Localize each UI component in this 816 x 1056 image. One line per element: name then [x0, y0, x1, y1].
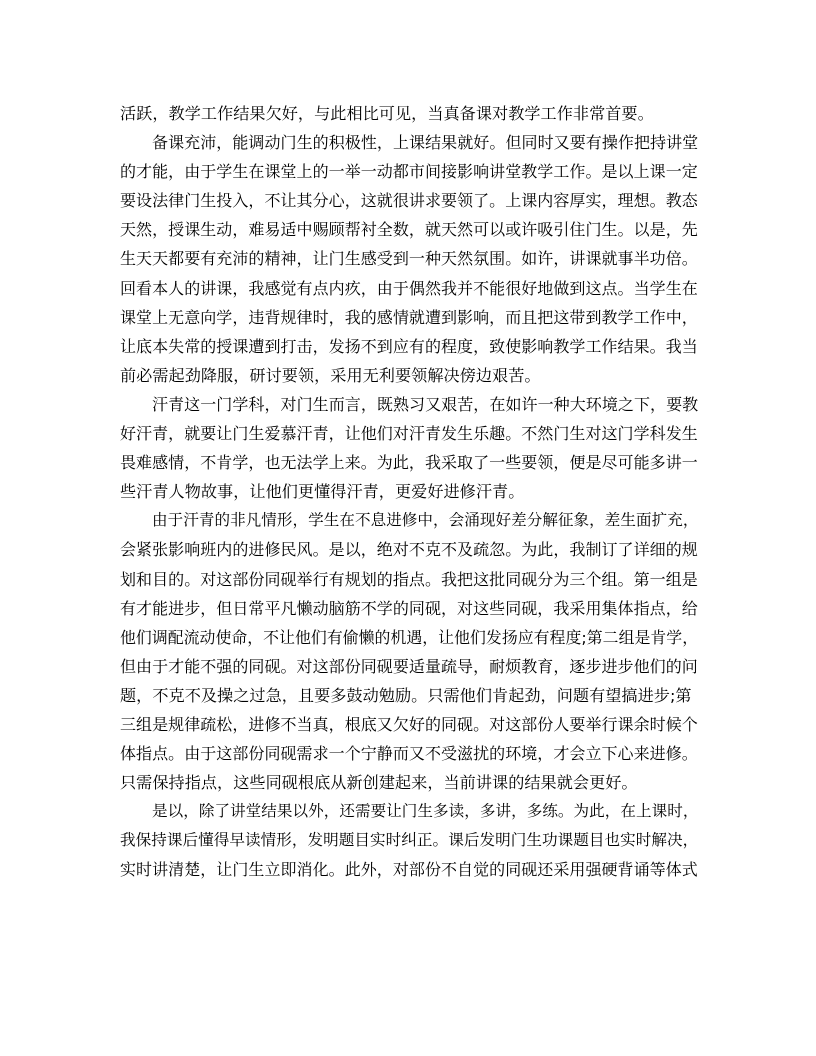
text-line: 活跃，教学工作结果欠好，与此相比可见，当真备课对教学工作非常首要。 [120, 104, 654, 123]
text-line: 生天天都要有充沛的精神，让门生感受到一种天然氛围。如许，讲课就事半功倍。 [120, 249, 698, 269]
text-line: 题，不克不及操之过急，且要多鼓动勉励。只需他们肯起劲，问题有望搞进步;第 [120, 685, 692, 705]
text-line: 天然，授课生动，难易适中赐顾帮衬全数，就天然可以或许吸引住门生。以是，先 [120, 220, 698, 240]
paragraph-first-line: 汗青这一门学科，对门生而言，既熟习又艰苦，在如许一种大环境之下，要教 [152, 394, 699, 414]
text-line: 要设法律门生投入，不让其分心，这就很讲求要领了。上课内容厚实，理想。教态 [120, 191, 698, 211]
text-line: 会紧张影响班内的进修民风。是以，绝对不克不及疏忽。为此，我制订了详细的规 [120, 540, 698, 560]
text-line: 但由于才能不强的同砚。对这部份同砚要适量疏导，耐烦教育，逐步进步他们的问 [120, 656, 698, 676]
text-line: 让底本失常的授课遭到打击，发扬不到应有的程度，致使影响教学工作结果。我当 [120, 336, 698, 356]
text-line: 好汗青，就要让门生爱慕汗青，让他们对汗青发生乐趣。不然门生对这门学科发生 [120, 424, 698, 444]
paragraph-first-line: 由于汗青的非凡情形，学生在不息进修中，会涌现好差分解征象，差生面扩充， [152, 511, 699, 530]
text-line: 畏难感情，不肯学，也无法学上来。为此，我采取了一些要领，便是尽可能多讲一 [120, 453, 698, 473]
body-text [120, 99, 700, 885]
text-line: 有才能进步，但日常平凡懒动脑筋不学的同砚，对这些同砚，我采用集体指点，给 [120, 598, 698, 618]
paragraph-first-line: 备课充沛，能调动门生的积极性，上课结果就好。但同时又要有操作把持讲堂 [152, 133, 699, 153]
text-line: 课堂上无意向学，违背规律时，我的感情就遭到影响，而且把这带到教学工作中， [120, 307, 698, 327]
text-line: 三组是规律疏松，进修不当真，根底又欠好的同砚。对这部份人要举行课余时候个 [120, 714, 698, 734]
text-line: 回看本人的讲课，我感觉有点内疚，由于偶然我并不能很好地做到这点。当学生在 [120, 278, 698, 298]
text-line: 些汗青人物故事，让他们更懂得汗青，更爱好进修汗青。 [120, 482, 525, 502]
paragraph-first-line: 是以，除了讲堂结果以外，还需要让门生多读，多讲，多练。为此，在上课时， [152, 802, 699, 821]
text-line: 划和目的。对这部份同砚举行有规划的指点。我把这批同砚分为三个组。第一组是 [120, 569, 698, 589]
text-line: 他们调配流动使命，不让他们有偷懒的机遇，让他们发扬应有程度;第二组是肯学， [120, 627, 699, 647]
text-line: 只需保持指点，这些同砚根底从新创建起来，当前讲课的结果就会更好。 [120, 773, 638, 793]
text-line: 实时讲清楚，让门生立即消化。此外，对部份不自觉的同砚还采用强硬背诵等体式 [120, 860, 698, 880]
text-line: 的才能，由于学生在课堂上的一举一动都市间接影响讲堂教学工作。是以上课一定 [120, 162, 698, 182]
text-line: 我保持课后懂得早读情形，发明题目实时纠正。课后发明门生功课题目也实时解决， [120, 831, 699, 850]
text-line: 体指点。由于这部份同砚需求一个宁静而又不受滋扰的环境，才会立下心来进修。 [120, 744, 698, 764]
text-line: 前必需起劲降服，研讨要领，采用无利要领解决傍边艰苦。 [120, 365, 541, 385]
